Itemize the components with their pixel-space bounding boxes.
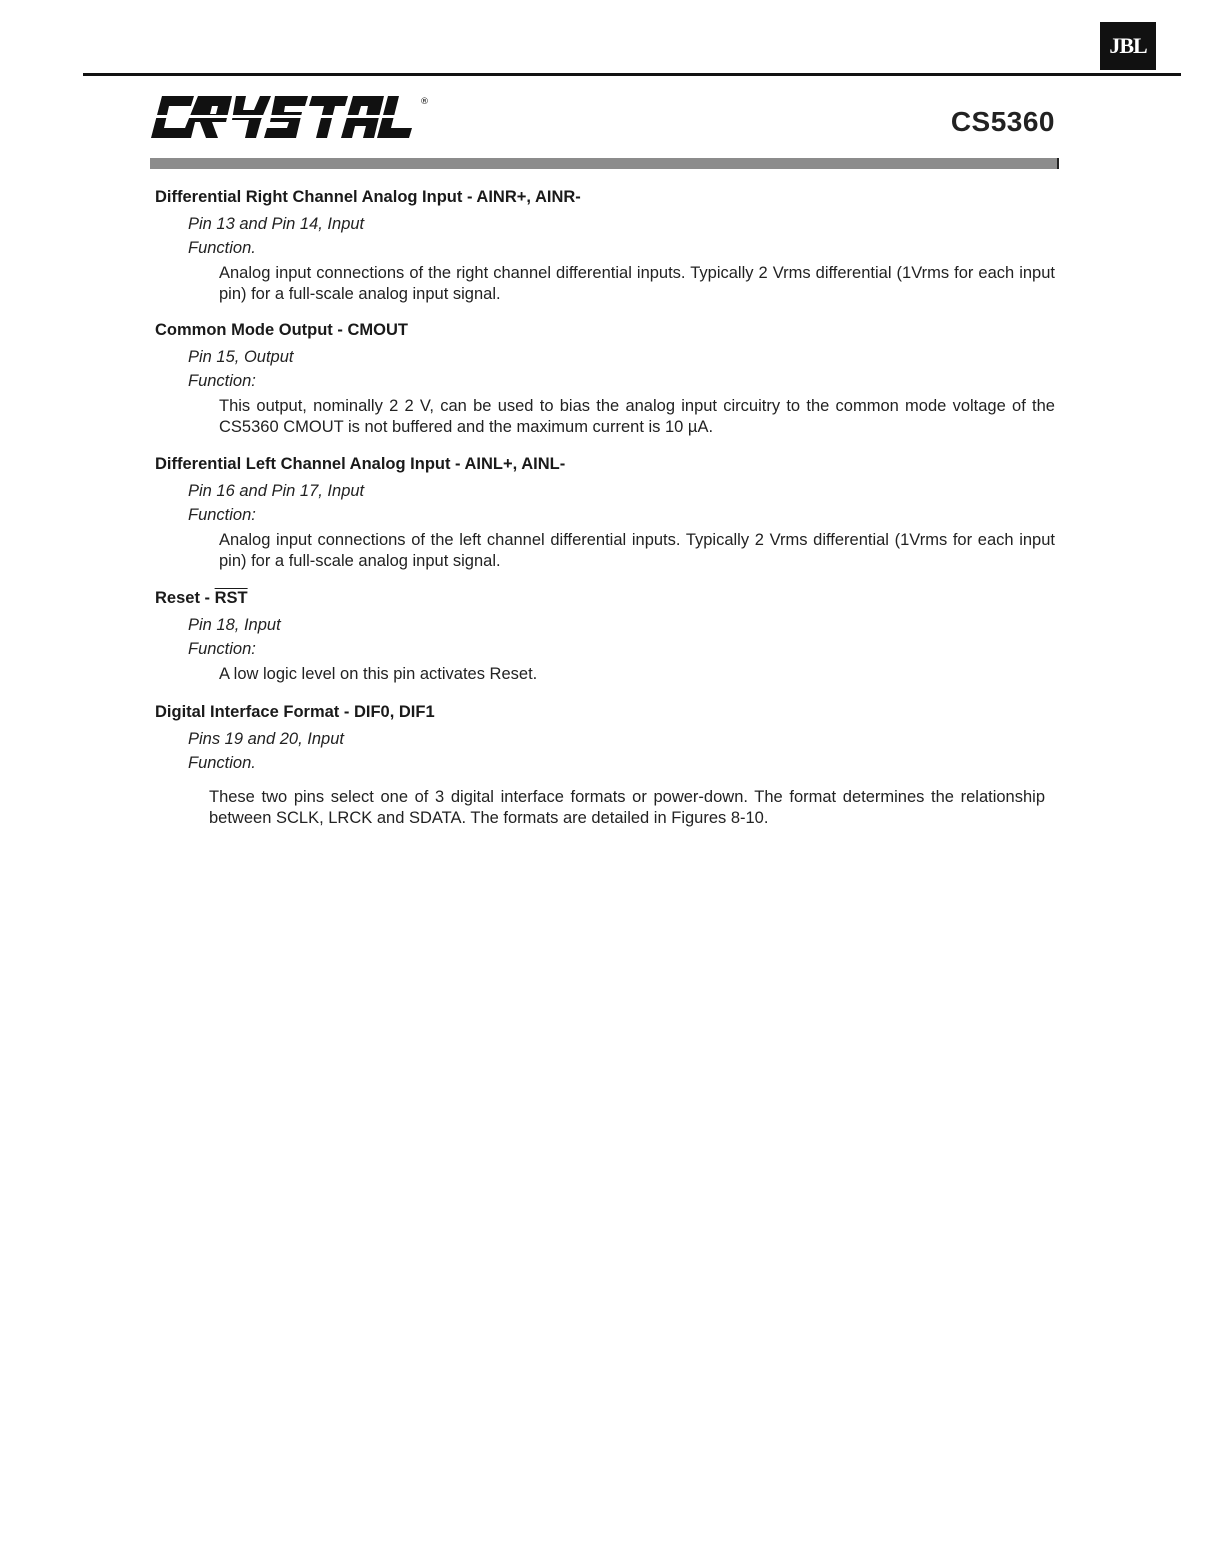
- crystal-logo: [148, 94, 433, 142]
- pin-numbers: Pin 18, Input: [188, 616, 281, 634]
- section-title: Differential Right Channel Analog Input - AINR+, AINR-: [155, 188, 581, 206]
- header-divider-bar: [150, 158, 1059, 169]
- pin-numbers: Pin 13 and Pin 14, Input: [188, 215, 365, 233]
- pin-numbers: Pins 19 and 20, Input: [188, 730, 344, 748]
- section-title: Differential Left Channel Analog Input - AINL+, AINL-: [155, 455, 566, 473]
- header-rule: [83, 73, 1181, 76]
- section-title: Digital Interface Format - DIF0, DIF1: [155, 703, 435, 721]
- function-label: Function:: [188, 506, 256, 524]
- svg-text:®: ®: [420, 97, 429, 107]
- function-label: Function:: [188, 640, 256, 658]
- function-label: Function.: [188, 239, 256, 257]
- function-label: Function:: [188, 372, 256, 390]
- function-description: A low logic level on this pin activates Reset.: [219, 665, 538, 683]
- function-label: Function.: [188, 754, 256, 772]
- section-title: [155, 589, 248, 608]
- pin-numbers: Pin 16 and Pin 17, Input: [188, 482, 365, 500]
- function-description: These two pins select one of 3 digital interface formats or power-down. The format determines the relationship between SCLK, LRCK and SDATA. The formats are detailed in Figures 8-10.: [209, 788, 1045, 827]
- reset-signal-name: $\overline{RST}$: [214, 589, 248, 607]
- section-title-prefix: Reset -: [155, 589, 215, 607]
- section-title: Common Mode Output - CMOUT: [155, 321, 408, 339]
- function-description: This output, nominally 2 2 V, can be used to bias the analog input circuitry to the common mode voltage of the CS5360 CMOUT is not buffered and the maximum current is 10 µA.: [219, 397, 1055, 436]
- function-description: Analog input connections of the left channel differential inputs. Typically 2 Vrms differential (1Vrms for each input pin) for a full-scale analog input signal.: [219, 531, 1055, 570]
- pin-numbers: Pin 15, Output: [188, 348, 294, 366]
- function-description: Analog input connections of the right channel differential inputs. Typically 2 Vrms differential (1Vrms for each input pin) for a full-scale analog input signal.: [219, 264, 1055, 303]
- jbl-logo: JBL: [1100, 22, 1156, 70]
- document-id: CS5360: [950, 106, 1055, 137]
